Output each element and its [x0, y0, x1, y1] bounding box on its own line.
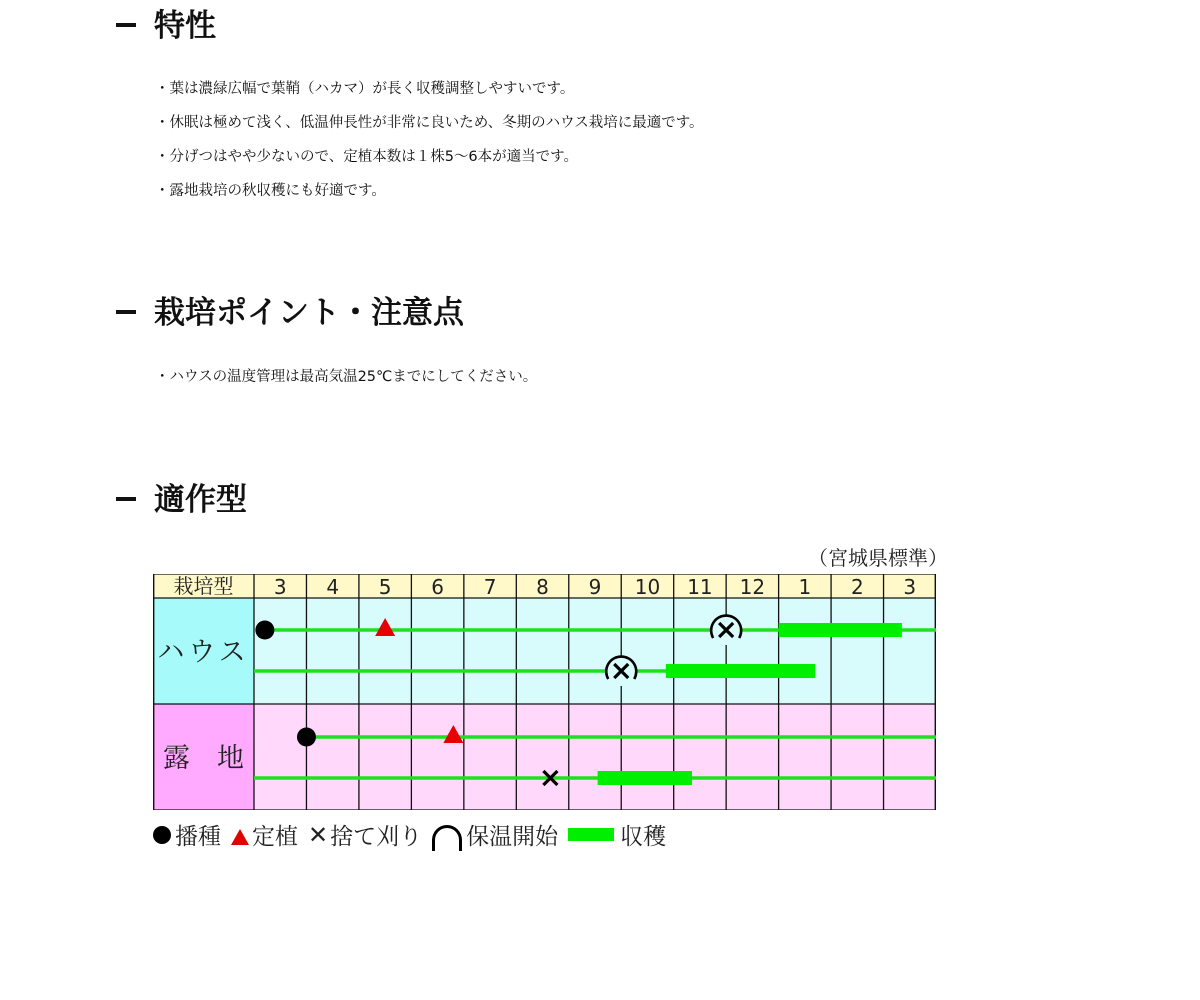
month-label: 1 [798, 575, 812, 599]
dash-icon [116, 497, 136, 501]
month-label: 4 [326, 575, 340, 599]
section-title-text: 特性 [154, 8, 216, 44]
harvest-bar [779, 623, 902, 637]
section-title-cropping-types [116, 480, 247, 520]
month-label: 11 [687, 575, 713, 599]
month-label: 10 [634, 575, 661, 599]
harvest-bar-icon [568, 828, 614, 841]
month-label: 7 [483, 575, 497, 599]
cropping-schedule-chart [153, 574, 936, 810]
region-note: （宮城県標準） [808, 546, 948, 570]
warming-arc-icon [432, 825, 462, 851]
row-body [254, 598, 936, 704]
legend-item-harvest [568, 818, 666, 851]
list-item: ・露地栽培の秋収穫にも好適です。 [155, 183, 386, 199]
cultivation-points-list [155, 360, 537, 394]
schedule-grid [153, 574, 936, 810]
list-item: ・ハウスの温度管理は最高気温25℃までにしてください。 [155, 369, 538, 385]
list-item: ・分げつはやや少ないので、定植本数は１株5〜6本が適当です。 [155, 149, 578, 165]
header-label: 栽培型 [173, 574, 234, 598]
month-label: 2 [850, 575, 864, 599]
month-label: 9 [588, 575, 602, 599]
planting-triangle-icon [231, 829, 249, 845]
harvest-bar [666, 664, 816, 678]
sowing-dot-icon [153, 826, 171, 844]
section-title-text: 適作型 [154, 482, 247, 518]
legend-item-planting [231, 818, 298, 851]
legend-label: 保温開始 [466, 824, 559, 850]
legend-item-warming [432, 818, 558, 851]
month-label: 3 [273, 575, 287, 599]
section-title-cultivation-points [116, 293, 464, 333]
legend-label: 収穫 [620, 824, 667, 850]
dash-icon [116, 23, 136, 27]
legend-label: 播種 [175, 824, 221, 850]
cropping-type-label: 露 地 [163, 743, 244, 774]
list-item: ・休眠は極めて浅く、低温伸長性が非常に良いため、冬期のハウス栽培に最適です。 [155, 115, 704, 131]
sowing-dot-icon [297, 728, 316, 747]
cropping-type-label: ハウス [157, 637, 250, 668]
section-title-text: 栽培ポイント・注意点 [154, 295, 464, 331]
legend-label: 定植 [252, 824, 298, 850]
cutting-x-icon: ✕ [308, 820, 329, 849]
dash-icon [116, 310, 136, 314]
month-label: 12 [739, 575, 766, 599]
chart-legend [153, 818, 676, 851]
sowing-dot-icon [255, 621, 274, 640]
month-label: 3 [903, 575, 917, 599]
list-item: ・葉は濃緑広幅で葉鞘（ハカマ）が長く収穫調整しやすいです。 [155, 81, 575, 97]
section-title-characteristics [116, 6, 216, 46]
row-body [254, 704, 936, 810]
legend-item-cutting [308, 818, 422, 851]
legend-label: 捨て刈り [330, 824, 423, 850]
month-label: 5 [378, 575, 392, 599]
month-label: 8 [536, 575, 549, 599]
month-label: 6 [431, 575, 444, 599]
legend-item-sowing [153, 818, 221, 851]
characteristics-list [155, 72, 704, 208]
harvest-bar [598, 771, 692, 785]
